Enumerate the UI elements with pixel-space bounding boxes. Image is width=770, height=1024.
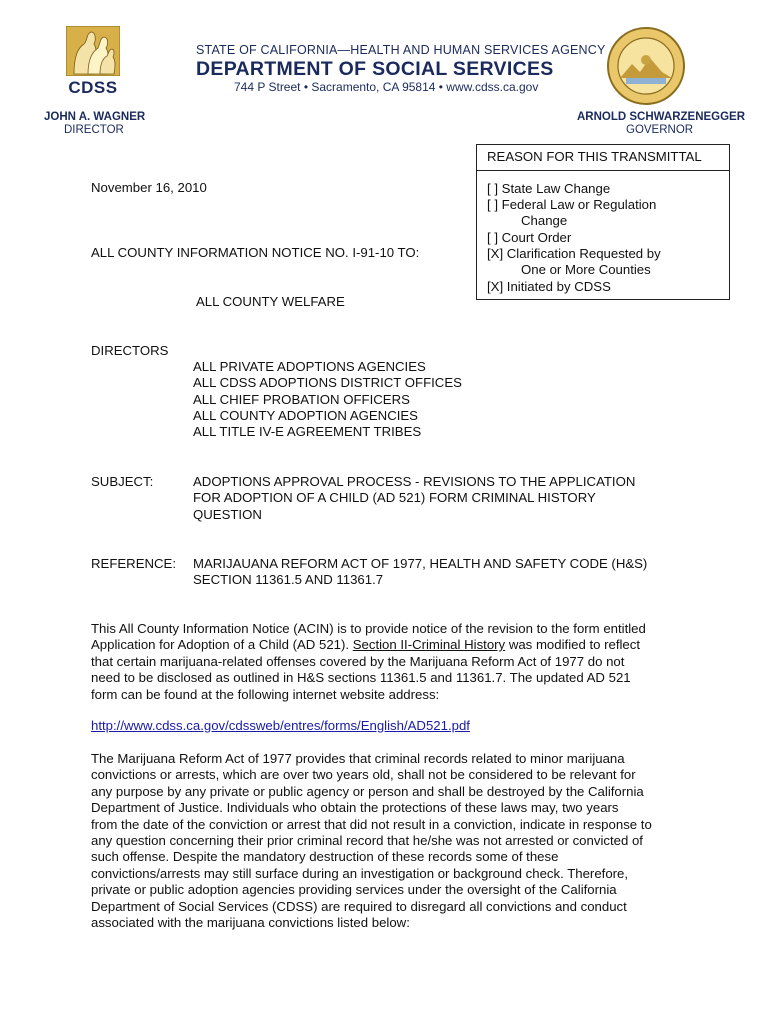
intro-paragraph bbox=[91, 621, 646, 703]
subject-line: FOR ADOPTION OF A CHILD (AD 521) FORM CRIMINAL HISTORY bbox=[193, 490, 596, 506]
recipient-line: DIRECTORS bbox=[91, 343, 169, 358]
paragraph-line: need to be disclosed as outlined in H&S sections 11361.5 and 11361.7. The updated AD 521 bbox=[91, 670, 631, 686]
reform-act-paragraph bbox=[91, 751, 652, 931]
paragraph-line: convictions or arrests, which are over two years old, shall not be considered to be relevant for bbox=[91, 767, 636, 783]
state-seal bbox=[606, 26, 686, 106]
subject-line: QUESTION bbox=[193, 506, 262, 522]
family-icon bbox=[66, 26, 120, 76]
recipient-list bbox=[193, 359, 462, 440]
director-name: JOHN A. WAGNER bbox=[44, 111, 146, 123]
director-title: DIRECTOR bbox=[64, 124, 124, 136]
paragraph-line: This All County Information Notice (ACIN) is to provide notice of the revision to the form entitled bbox=[91, 621, 646, 636]
paragraph-line: such offense. Despite the mandatory destruction of these records some of these bbox=[91, 849, 559, 865]
reference-line: MARIJAUANA REFORM ACT OF 1977, HEALTH AND SAFETY CODE (H&S) bbox=[193, 556, 648, 571]
cdss-logo bbox=[66, 26, 120, 106]
paragraph-line: convictions/arrests may still surface during an investigation or background check. Therefore, bbox=[91, 865, 629, 881]
recipient-item: ALL TITLE IV-E AGREEMENT TRIBES bbox=[193, 424, 422, 440]
transmittal-heading: REASON FOR THIS TRANSMITTAL bbox=[487, 149, 702, 164]
paragraph-line: any purpose by any private or public agency or person and shall be destroyed by the California bbox=[91, 783, 644, 799]
paragraph-line: Department of Justice. Individuals who obtain the protections of these laws may, two years bbox=[91, 800, 619, 816]
subject-label: SUBJECT: bbox=[91, 474, 154, 489]
logo-label: CDSS bbox=[68, 78, 118, 97]
transmittal-item: [ ] Federal Law or Regulation bbox=[487, 197, 657, 212]
subject-text bbox=[193, 474, 635, 523]
recipient-item: ALL COUNTY ADOPTION AGENCIES bbox=[193, 407, 418, 423]
transmittal-box bbox=[476, 144, 730, 300]
paragraph-text: was modified to reflect bbox=[508, 637, 641, 653]
paragraph-line: The Marijuana Reform Act of 1977 provides that criminal records related to minor marijuana bbox=[91, 751, 625, 766]
governor-title: GOVERNOR bbox=[626, 124, 694, 136]
form-title: Application for Adoption of a Child (AD 521). bbox=[91, 637, 350, 653]
transmittal-item: Change bbox=[521, 213, 568, 228]
notice-date: November 16, 2010 bbox=[91, 180, 207, 195]
recipient-line: ALL COUNTY WELFARE bbox=[196, 294, 345, 309]
transmittal-item: [X] Clarification Requested by bbox=[487, 246, 661, 261]
department-address: 744 P Street • Sacramento, CA 95814 • www.cdss.ca.gov bbox=[234, 80, 539, 94]
recipient-item: ALL CDSS ADOPTIONS DISTRICT OFFICES bbox=[193, 375, 462, 391]
reference-line: SECTION 11361.5 AND 11361.7 bbox=[193, 572, 384, 588]
recipient-item: ALL PRIVATE ADOPTIONS AGENCIES bbox=[193, 359, 426, 374]
paragraph-line: Department of Social Services (CDSS) are required to disregard all convictions and conduct bbox=[91, 898, 627, 914]
reference-text bbox=[193, 556, 647, 589]
transmittal-item: [X] Initiated by CDSS bbox=[487, 279, 611, 294]
paragraph-line: from the date of the conviction or arrest that did not result in a conviction, indicate in response to bbox=[91, 816, 652, 832]
paragraph-line: associated with the marijuana convictions listed below: bbox=[91, 915, 410, 931]
transmittal-item: One or More Counties bbox=[521, 262, 651, 277]
transmittal-item: [ ] State Law Change bbox=[487, 181, 611, 196]
department-name: DEPARTMENT OF SOCIAL SERVICES bbox=[196, 58, 554, 80]
notice-number: ALL COUNTY INFORMATION NOTICE NO. I-91-10 TO: bbox=[91, 245, 420, 260]
governor-name: ARNOLD SCHWARZENEGGER bbox=[577, 111, 746, 123]
paragraph-line: form can be found at the following internet website address: bbox=[91, 686, 440, 702]
reference-label: REFERENCE: bbox=[91, 556, 176, 571]
recipient-item: ALL CHIEF PROBATION OFFICERS bbox=[193, 391, 410, 407]
subject-line: ADOPTIONS APPROVAL PROCESS - REVISIONS TO THE APPLICATION bbox=[193, 474, 636, 489]
ad521-form-link[interactable]: http://www.cdss.ca.gov/cdssweb/entres/forms/English/AD521.pdf bbox=[91, 718, 470, 733]
paragraph-line: private or public adoption agencies providing services under the oversight of the California bbox=[91, 882, 617, 898]
paragraph-line bbox=[91, 637, 646, 653]
agency-name: STATE OF CALIFORNIA—HEALTH AND HUMAN SERVICES AGENCY bbox=[196, 43, 606, 57]
transmittal-divider bbox=[477, 170, 729, 171]
seal-icon bbox=[606, 26, 686, 106]
paragraph-line: that certain marijuana-related offenses covered by the Marijuana Reform Act of 1977 do not bbox=[91, 653, 625, 669]
section-reference: Section II-Criminal History bbox=[352, 637, 506, 653]
paragraph-line: any question concerning their prior criminal record that he/she was not arrested or convicted of bbox=[91, 833, 643, 849]
transmittal-item: [ ] Court Order bbox=[487, 230, 572, 245]
